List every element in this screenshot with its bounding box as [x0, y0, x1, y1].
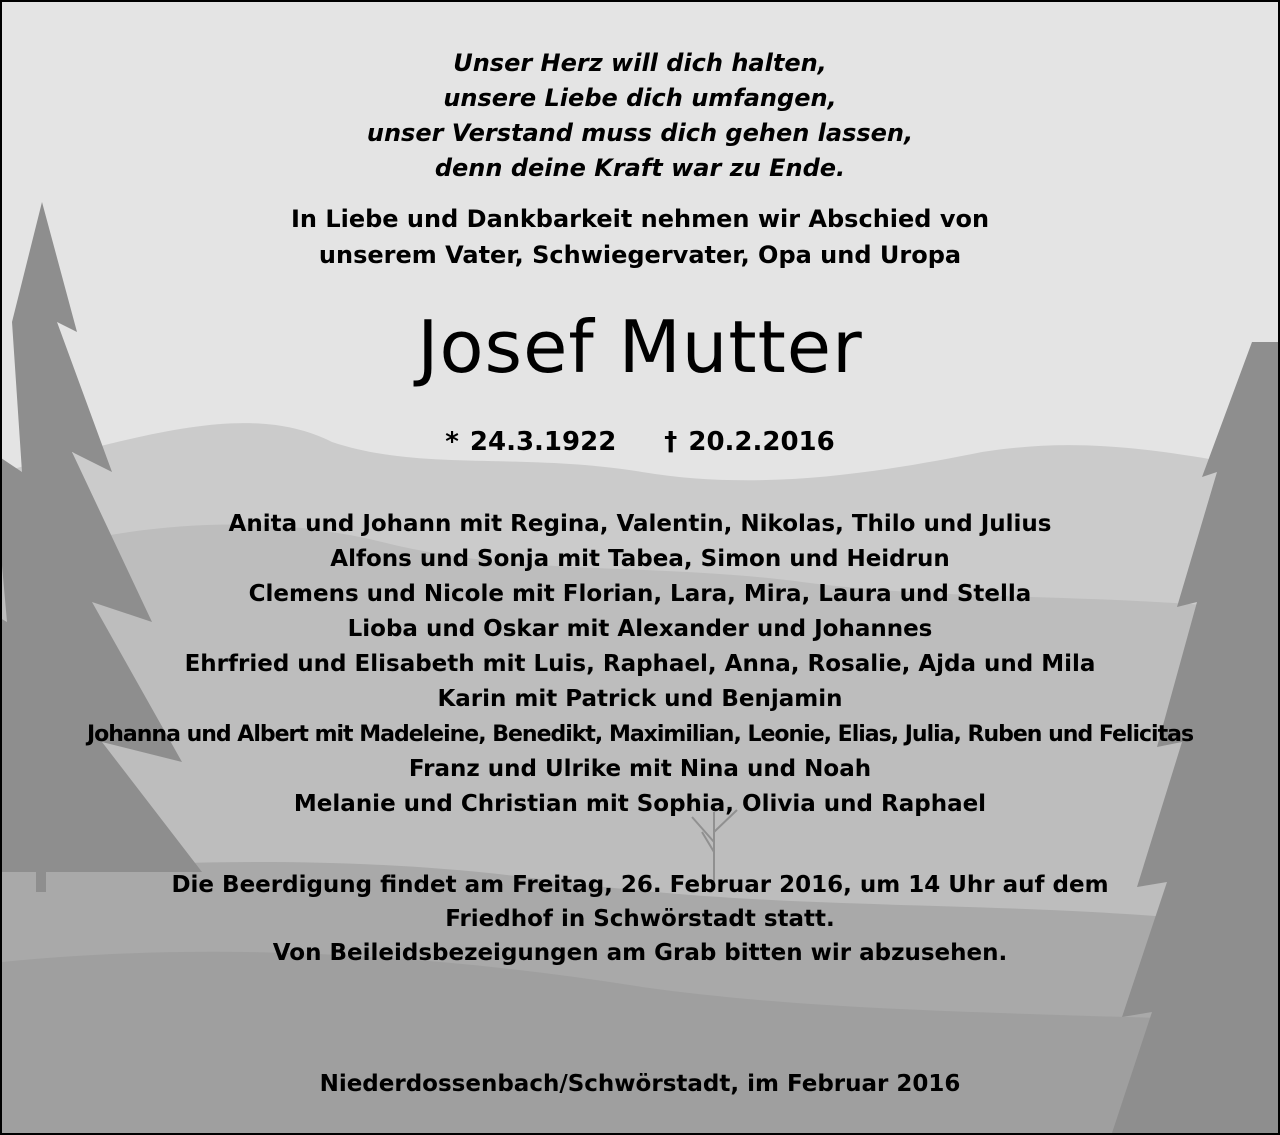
mourner-line: Melanie und Christian mit Sophia, Olivia und Raphael [293, 791, 987, 817]
funeral-line: Die Beerdigung findet am Freitag, 26. Februar 2016, um 14 Uhr auf dem [171, 872, 1109, 898]
farewell-intro [2, 201, 1278, 273]
funeral-line: Friedhof in Schwörstadt statt. [445, 906, 835, 932]
place-and-date: Niederdossenbach/Schwörstadt, im Februar 2016 [319, 1071, 961, 1097]
poem-line: unser Verstand muss dich gehen lassen, [366, 119, 914, 147]
mourner-line: Lioba und Oskar mit Alexander und Johannes [347, 616, 933, 642]
poem-line: denn deine Kraft war zu Ende. [434, 154, 846, 182]
mourner-line: Franz und Ulrike mit Nina und Noah [408, 756, 872, 782]
mourner-line: Clemens und Nicole mit Florian, Lara, Mira, Laura und Stella [248, 581, 1032, 607]
life-dates [2, 424, 1278, 460]
memorial-poem [2, 46, 1278, 186]
intro-line: unserem Vater, Schwiegervater, Opa und Uropa [318, 241, 962, 269]
intro-line: In Liebe und Dankbarkeit nehmen wir Abschied von [290, 205, 990, 233]
mourner-line: Johanna und Albert mit Madeleine, Benedikt, Maximilian, Leonie, Elias, Julia, Ruben und Felicitas [86, 722, 1194, 747]
death-date: † 20.2.2016 [664, 427, 835, 457]
birth-date: * 24.3.1922 [445, 427, 617, 457]
poem-line: unsere Liebe dich umfangen, [443, 84, 837, 112]
funeral-line: Von Beileidsbezeigungen am Grab bitten wir abzusehen. [272, 940, 1008, 966]
deceased-name: Josef Mutter [417, 305, 863, 389]
mourners-list [2, 507, 1278, 822]
poem-line: Unser Herz will dich halten, [453, 49, 827, 77]
mourner-line: Alfons und Sonja mit Tabea, Simon und Heidrun [330, 546, 950, 572]
mourner-line: Anita und Johann mit Regina, Valentin, Nikolas, Thilo und Julius [228, 511, 1052, 537]
mourner-line: Karin mit Patrick und Benjamin [437, 686, 843, 712]
funeral-details [2, 868, 1278, 970]
mourner-line: Ehrfried und Elisabeth mit Luis, Raphael, Anna, Rosalie, Ajda und Mila [184, 651, 1096, 677]
